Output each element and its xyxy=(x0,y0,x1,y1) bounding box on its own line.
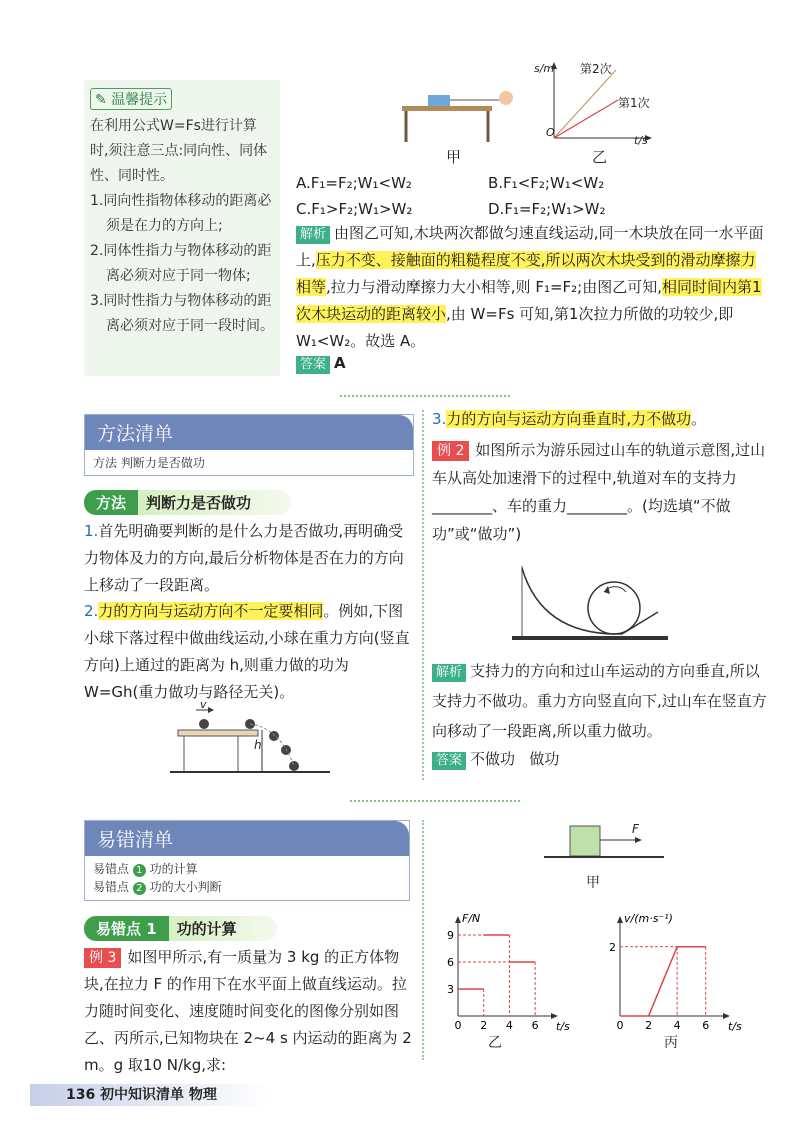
option-b: B.F₁<F₂;W₁<W₂ xyxy=(488,174,605,192)
x-tick-label: 2 xyxy=(645,1019,653,1032)
mistake-item: 易错点 2 功的大小判断 xyxy=(93,880,222,894)
highlight-text: 相同时间内第1次木块运动的距离较小 xyxy=(296,278,762,323)
tips-intro: 在利用公式W=Fs进行计算时,须注意三点:同向性、同体性、同时性。 xyxy=(90,118,268,184)
st-origin: O xyxy=(546,126,555,139)
st-ylabel: s/m xyxy=(534,62,555,75)
hand-icon xyxy=(499,91,513,105)
divider xyxy=(340,395,510,397)
chart-b-label: 乙 xyxy=(488,1035,502,1051)
y-axis-arrow xyxy=(617,916,623,923)
y-axis-arrow xyxy=(455,916,461,923)
x-tick-label: 4 xyxy=(673,1019,681,1032)
method-subhead: 方法 判断力是否做功 xyxy=(84,490,291,515)
st-xlabel: t/s xyxy=(634,134,648,147)
page-number: 136 xyxy=(66,1087,96,1103)
example-2: 例 2 如图所示为游乐园过山车的轨道示意图,过山车从高处加速滑下的过程中,轨道对车的支持力________、车的重力________。(均选填“不做功”或“做功”) xyxy=(432,441,766,543)
option-c: C.F₁>F₂;W₁>W₂ xyxy=(296,200,413,218)
x-tick-label: 4 xyxy=(505,1019,513,1032)
q1-analysis: 解析 由图乙可知,木块两次都做匀速直线运动,同一木块放在同一水平面上,压力不变、接触面的粗糙程度不变,所以两次木块受到的滑动摩擦力相等,拉力与滑动摩擦力大小相等,则 F₁=F₂;由图乙可知,相同时间内第1次木块运动的距离较小,由 W=Fs 可知,第1次拉力所做的功较少,即 W₁<W₂。故选 A。 xyxy=(296,224,764,350)
x-axis-arrow xyxy=(723,1013,730,1019)
line-second-run xyxy=(554,70,616,138)
tips-item: 2.同体性指力与物体移动的距离必须对应于同一物体; xyxy=(90,243,272,284)
y-tick-label: 3 xyxy=(447,983,454,996)
y-axis-label: F/N xyxy=(462,912,481,925)
mistake-item: 易错点 1 功的计算 xyxy=(93,862,198,876)
example-2-answer: 答案 不做功 做功 xyxy=(432,746,559,772)
fig-v-label: v xyxy=(200,698,207,711)
y-tick-label: 2 xyxy=(609,940,616,954)
velocity-line xyxy=(620,947,706,1016)
x-tick-label: 6 xyxy=(702,1019,710,1032)
method-p2: 2.力的方向与运动方向不一定要相同。例如,下图小球下落过程中做曲线运动,小球在重力方向(竖直方向)上通过的距离为 h,则重力做的功为 W=Gh(重力做功与路径无关)。 xyxy=(84,602,410,701)
y-axis-label: v/(m·s⁻¹) xyxy=(624,912,673,925)
velocity-time-chart xyxy=(596,906,746,1036)
method-section xyxy=(84,414,414,476)
figure-jia-label: 甲 xyxy=(446,148,462,166)
x-axis-label: t/s xyxy=(728,1020,742,1033)
x-tick-label: 6 xyxy=(531,1019,539,1032)
figure-yi-label: 乙 xyxy=(592,148,608,166)
method-title: 方法清单 xyxy=(85,415,413,450)
method-subtitle: 方法 判断力是否做功 xyxy=(85,450,413,475)
fig-h-label: h xyxy=(254,738,262,752)
column-divider xyxy=(422,410,424,780)
highlight-text: 压力不变、接触面的粗糙程度不变,所以两次木块受到的滑动摩擦力相等 xyxy=(296,251,756,296)
answer-tag: 答案 xyxy=(296,356,330,374)
chart-c-label: 丙 xyxy=(664,1035,678,1051)
divider xyxy=(350,800,520,802)
x-axis-arrow xyxy=(551,1013,558,1019)
x-tick-label: 2 xyxy=(480,1019,488,1032)
tips-item: 1.同向性指物体移动的距离必须是在力的方向上; xyxy=(90,193,272,234)
method-p1: 1.首先明确要判断的是什么力是否做功,再明确受力物体及力的方向,最后分析物体是否在力的方向上移动了一段距离。 xyxy=(84,522,404,594)
block-fig-label: 甲 xyxy=(586,875,600,891)
block-figure xyxy=(540,822,670,868)
tips-item: 3.同时性指力与物体移动的距离必须对应于同一段时间。 xyxy=(90,293,274,334)
x-axis-label: t/s xyxy=(556,1020,570,1033)
example-tag: 例 3 xyxy=(84,948,121,968)
wooden-block xyxy=(428,95,450,106)
x-tick-label: 0 xyxy=(616,1019,624,1032)
option-a: A.F₁=F₂;W₁<W₂ xyxy=(296,174,412,192)
analysis-tag: 解析 xyxy=(432,664,466,682)
y-tick-label: 6 xyxy=(447,956,454,969)
y-tick-label: 9 xyxy=(447,929,454,942)
roller-coaster-figure xyxy=(512,562,672,642)
method-p3: 3.力的方向与运动方向垂直时,力不做功。 xyxy=(432,410,707,428)
example-3: 例 3 如图甲所示,有一质量为 3 kg 的正方体物块,在拉力 F 的作用下在水平面上做直线运动。拉力随时间变化、速度随时间变化的图像分别如图乙、丙所示,已知物块在 2~4 s 内运动的距离为 2 m。g 取10 N/kg,求: xyxy=(84,948,412,1074)
x-tick-label: 0 xyxy=(454,1019,462,1032)
block-force-label: F xyxy=(632,822,639,836)
example-tag: 例 2 xyxy=(432,441,469,461)
tips-box xyxy=(84,80,280,376)
st-line-label-2: 第2次 xyxy=(580,62,612,76)
analysis-tag: 解析 xyxy=(296,226,330,244)
book-title: 初中知识清单 物理 xyxy=(100,1087,217,1103)
example-2-analysis: 解析 支持力的方向和过山车运动的方向垂直,所以支持力不做功。重力方向竖直向下,过山车在竖直方向移动了一段距离,所以重力做功。 xyxy=(432,662,767,740)
column-divider xyxy=(422,820,424,1060)
force-time-chart xyxy=(438,906,568,1036)
mistakes-section xyxy=(84,820,410,901)
tips-title: ✎ 温馨提示 xyxy=(90,88,172,110)
answer-tag: 答案 xyxy=(432,752,466,770)
mistakes-subhead: 易错点 1 功的计算 xyxy=(84,916,277,941)
mistakes-title: 易错清单 xyxy=(85,821,409,856)
st-line-label-1: 第1次 xyxy=(618,96,650,110)
option-d: D.F₁=F₂;W₁>W₂ xyxy=(488,200,606,218)
line-first-run xyxy=(554,100,618,138)
q1-answer: 答案 A xyxy=(296,350,346,376)
table-top xyxy=(402,106,492,111)
bulb-icon: ✎ xyxy=(95,92,107,108)
